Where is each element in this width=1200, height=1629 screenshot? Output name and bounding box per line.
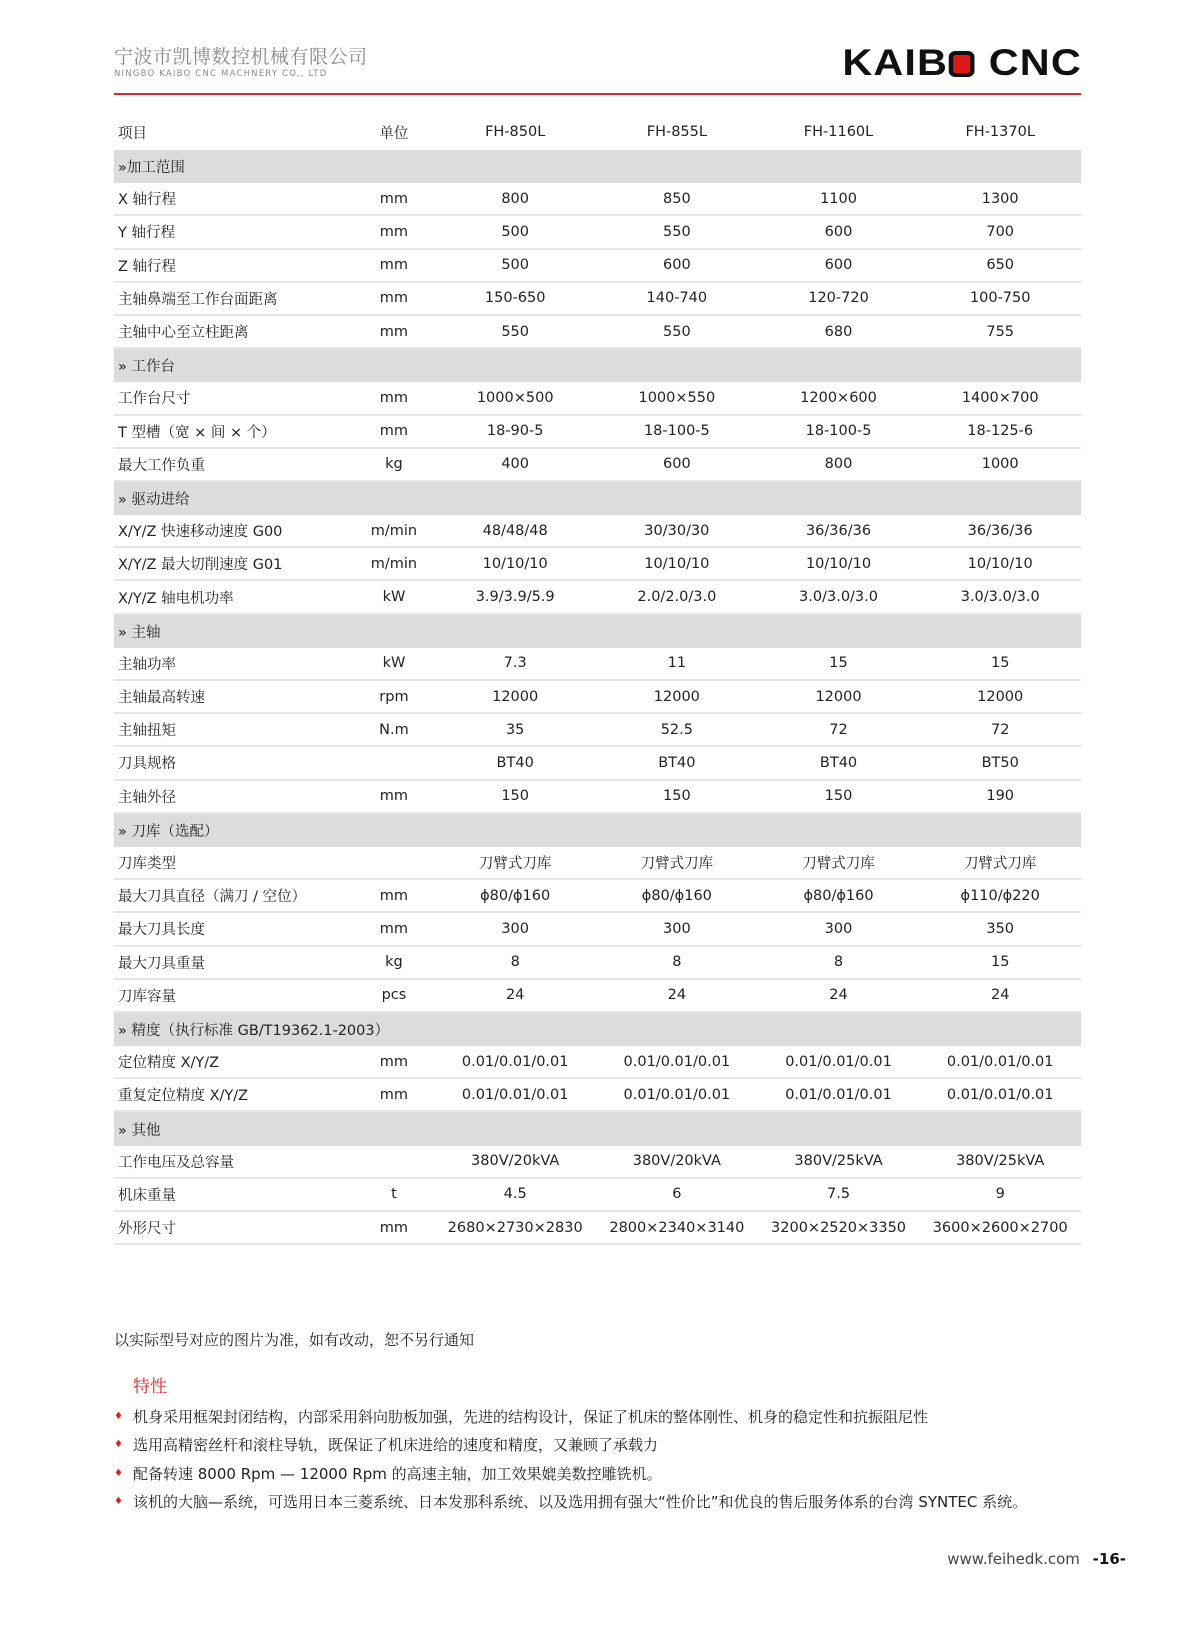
spec-value: 1000×500 <box>476 389 554 406</box>
table-row <box>114 947 1081 980</box>
spec-value: 24 <box>667 987 687 1004</box>
table-row <box>114 913 1081 946</box>
spec-label: 主轴扭矩 <box>118 723 176 740</box>
spec-value: 0.01/0.01/0.01 <box>623 1053 731 1070</box>
spec-unit: m/min <box>370 522 418 539</box>
spec-value: 18-100-5 <box>805 423 872 440</box>
spec-value: 500 <box>501 257 530 274</box>
table-row <box>114 747 1081 780</box>
spec-value: 刀臂式刀库 <box>802 856 875 873</box>
spec-value: 7.5 <box>826 1186 851 1203</box>
spec-value: ϕ80/ϕ160 <box>480 887 551 904</box>
spec-label: 刀库类型 <box>118 856 176 873</box>
spec-value: 72 <box>990 721 1010 738</box>
spec-unit: t <box>391 1186 397 1203</box>
section-header-row <box>114 814 1081 847</box>
table-row <box>114 1212 1081 1245</box>
section-header-row <box>114 1112 1081 1145</box>
spec-value: 12000 <box>492 688 539 705</box>
bullet-icon: ♦ <box>114 1439 123 1451</box>
spec-value: 150-650 <box>484 290 546 307</box>
spec-value: 刀臂式刀库 <box>640 856 714 873</box>
spec-value: 72 <box>829 721 848 738</box>
section-title: » 驱动进给 <box>118 491 190 508</box>
spec-value: 350 <box>986 920 1015 937</box>
feature-text: 配备转速 8000 Rpm — 12000 Rpm 的高速主轴，加工效果媲美数控雕铣机。 <box>133 1464 662 1483</box>
spec-unit: pcs <box>381 987 407 1004</box>
spec-value: 0.01/0.01/0.01 <box>623 1086 731 1103</box>
table-row <box>114 781 1081 814</box>
spec-value: 30/30/30 <box>644 522 710 539</box>
spec-value: 700 <box>986 223 1015 240</box>
table-row <box>114 216 1081 249</box>
spec-unit: mm <box>379 290 409 307</box>
spec-value: 10/10/10 <box>967 555 1033 572</box>
spec-label: 主轴中心至立柱距离 <box>118 325 249 342</box>
company-name-cn: 宁波市凯博数控机械有限公司 <box>114 46 368 68</box>
spec-label: 工作台尺寸 <box>118 391 191 408</box>
spec-value: 2.0/2.0/3.0 <box>637 589 717 606</box>
spec-label: 最大刀具长度 <box>118 922 205 939</box>
spec-value: 刀臂式刀库 <box>478 856 552 873</box>
spec-label: X/Y/Z 轴电机功率 <box>118 590 234 607</box>
column-header-model: FH-855L <box>646 124 707 140</box>
spec-label: 重复定位精度 X/Y/Z <box>118 1088 249 1105</box>
spec-label: X 轴行程 <box>118 192 177 209</box>
bullet-icon: ♦ <box>114 1467 123 1479</box>
spec-value: 4.5 <box>503 1186 527 1203</box>
section-header-row <box>114 615 1081 648</box>
spec-label: 刀具规格 <box>118 756 176 773</box>
table-row <box>114 382 1081 415</box>
spec-value: 680 <box>824 323 853 340</box>
spec-unit: mm <box>379 389 409 406</box>
spec-value: 800 <box>824 456 853 473</box>
spec-unit: mm <box>379 423 409 440</box>
spec-value: 1400×700 <box>961 389 1039 406</box>
spec-unit: mm <box>379 1053 409 1070</box>
spec-value: 600 <box>663 456 691 473</box>
spec-value: 12000 <box>815 688 862 705</box>
table-row <box>114 183 1081 216</box>
spec-value: 150 <box>663 788 691 805</box>
spec-value: 3.9/3.9/5.9 <box>475 589 555 606</box>
spec-label: 主轴最高转速 <box>118 690 205 707</box>
spec-unit: kg <box>385 456 403 473</box>
spec-value: 0.01/0.01/0.01 <box>946 1086 1054 1103</box>
spec-label: 最大刀具重量 <box>118 955 205 972</box>
website-text: www.feihedk.com <box>947 1550 1080 1568</box>
spec-value: 500 <box>501 223 530 240</box>
spec-value: BT40 <box>819 754 858 771</box>
spec-value: 1300 <box>981 190 1019 207</box>
spec-value: 15 <box>990 655 1010 672</box>
table-row <box>114 250 1081 283</box>
feature-item <box>114 1431 1027 1460</box>
feature-text: 该机的大脑—系统，可选用日本三菱系统、日本发那科系统、以及选用拥有强大“性价比”和优良的售后服务体系的台湾 SYNTEC 系统。 <box>133 1493 1028 1512</box>
spec-value: 35 <box>505 721 525 738</box>
section-title: » 主轴 <box>118 624 161 641</box>
spec-value: BT40 <box>496 754 534 771</box>
section-title: » 其他 <box>118 1122 161 1139</box>
spec-value: 12000 <box>977 688 1024 705</box>
section-header-row <box>114 1013 1081 1046</box>
spec-value: 600 <box>663 257 691 274</box>
spec-value: 10/10/10 <box>805 555 872 572</box>
spec-label: X/Y/Z 最大切削速度 G01 <box>118 557 283 574</box>
spec-label: T 型槽（宽 × 间 × 个） <box>118 424 276 441</box>
spec-value: 600 <box>824 223 853 240</box>
spec-value: 9 <box>995 1186 1005 1203</box>
table-row <box>114 416 1081 449</box>
spec-label: Z 轴行程 <box>118 258 177 275</box>
spec-value: 140-740 <box>646 290 708 307</box>
spec-value: 24 <box>505 987 525 1004</box>
spec-value: 8 <box>833 954 844 971</box>
spec-value: 48/48/48 <box>482 522 548 539</box>
spec-value: ϕ80/ϕ160 <box>803 887 874 904</box>
spec-label: 定位精度 X/Y/Z <box>118 1055 220 1072</box>
column-header-model: FH-850L <box>485 124 546 140</box>
spec-value: 300 <box>824 920 853 937</box>
spec-value: 1000×550 <box>638 389 716 406</box>
spec-value: 190 <box>986 788 1015 805</box>
spec-value: 550 <box>663 323 691 340</box>
table-row <box>114 980 1081 1013</box>
spec-value: 600 <box>824 257 853 274</box>
spec-value: 3.0/3.0/3.0 <box>799 589 878 606</box>
spec-unit: rpm <box>379 688 409 705</box>
feature-text: 选用高精密丝杆和滚柱导轨，既保证了机床进给的速度和精度，又兼顾了承载力 <box>133 1436 659 1455</box>
spec-table <box>114 114 1081 1245</box>
table-row <box>114 548 1081 581</box>
spec-label: 最大工作负重 <box>118 457 205 474</box>
spec-label: 机床重量 <box>118 1187 176 1204</box>
spec-label: 最大刀具直径（满刀 / 空位） <box>118 889 307 906</box>
spec-unit: kW <box>382 655 406 672</box>
spec-unit: mm <box>379 323 409 340</box>
spec-value: 7.3 <box>503 655 527 672</box>
spec-value: 1100 <box>820 190 857 207</box>
features-title: 特性 <box>133 1377 167 1397</box>
company-name-en: NINGBO KAIBO CNC MACHNERY CO., LTD <box>114 69 328 79</box>
spec-unit: mm <box>379 887 409 904</box>
column-header-model: FH-1160L <box>803 124 874 140</box>
spec-value: 800 <box>501 190 530 207</box>
spec-value: 52.5 <box>660 721 693 738</box>
spec-label: 主轴鼻端至工作台面距离 <box>118 291 278 308</box>
spec-value: BT40 <box>658 754 696 771</box>
spec-unit: mm <box>379 1086 409 1103</box>
spec-value: 18-125-6 <box>967 423 1034 440</box>
kaibo-cnc-logo: KAIB CNC <box>842 42 1082 83</box>
table-row <box>114 880 1081 913</box>
table-row <box>114 1079 1081 1112</box>
section-title: » 工作台 <box>118 359 175 376</box>
table-row <box>114 283 1081 316</box>
spec-value: 150 <box>501 788 530 805</box>
spec-label: 刀库容量 <box>118 988 176 1005</box>
spec-label: X/Y/Z 快速移动速度 G00 <box>118 524 283 541</box>
spec-value: 850 <box>663 190 691 207</box>
bullet-icon: ♦ <box>114 1496 123 1508</box>
spec-value: 11 <box>667 655 687 672</box>
table-row <box>114 681 1081 714</box>
spec-value: 150 <box>824 788 853 805</box>
spec-value: 300 <box>501 920 530 937</box>
spec-value: 380V/25kVA <box>956 1153 1045 1170</box>
spec-value: 2680×2730×2830 <box>447 1219 583 1236</box>
spec-value: 18-100-5 <box>643 423 710 440</box>
feature-item <box>114 1402 1027 1431</box>
spec-value: 3600×2600×2700 <box>932 1219 1068 1236</box>
spec-label: 外形尺寸 <box>118 1221 176 1238</box>
bullet-icon: ♦ <box>114 1410 123 1422</box>
feature-item <box>114 1488 1027 1517</box>
spec-value: 0.01/0.01/0.01 <box>785 1053 892 1070</box>
spec-value: 400 <box>501 456 530 473</box>
spec-value: 10/10/10 <box>482 555 548 572</box>
spec-value: 6 <box>672 1186 682 1203</box>
spec-value: ϕ110/ϕ220 <box>960 887 1040 904</box>
spec-value: 550 <box>663 223 691 240</box>
table-row <box>114 648 1081 681</box>
spec-value: 100-750 <box>969 290 1031 307</box>
section-title: »加工范围 <box>118 160 185 177</box>
spec-value: 0.01/0.01/0.01 <box>785 1086 892 1103</box>
table-row <box>114 1046 1081 1079</box>
table-row <box>114 847 1081 880</box>
spec-value: 8 <box>510 954 520 971</box>
spec-value: 2800×2340×3140 <box>609 1219 745 1236</box>
spec-value: 36/36/36 <box>805 522 872 539</box>
spec-value: 15 <box>829 655 848 672</box>
spec-unit: mm <box>379 1219 409 1236</box>
spec-unit: mm <box>379 920 409 937</box>
spec-value: 12000 <box>653 688 700 705</box>
spec-value: 3200×2520×3350 <box>771 1219 907 1236</box>
spec-value: 300 <box>663 920 691 937</box>
spec-value: 刀臂式刀库 <box>963 856 1037 873</box>
header-divider <box>114 93 1081 95</box>
spec-value: 0.01/0.01/0.01 <box>461 1086 569 1103</box>
spec-label: 主轴功率 <box>118 656 176 673</box>
spec-unit: mm <box>379 223 409 240</box>
spec-unit: kW <box>382 589 406 606</box>
column-header-unit: 单位 <box>379 125 409 142</box>
section-title: » 精度（执行标准 GB/T19362.1-2003） <box>118 1022 390 1039</box>
spec-value: 380V/25kVA <box>794 1153 883 1170</box>
spec-value: 120-720 <box>808 290 869 307</box>
spec-unit: m/min <box>370 555 418 572</box>
spec-value: 650 <box>986 257 1015 274</box>
table-header-row <box>114 114 1081 150</box>
disclaimer-note: 以实际型号对应的图片为准，如有改动，恕不另行通知 <box>114 1331 475 1349</box>
table-row <box>114 581 1081 614</box>
table-row <box>114 316 1081 349</box>
spec-value: 380V/20kVA <box>632 1153 721 1170</box>
spec-value: 8 <box>672 954 682 971</box>
spec-unit: mm <box>379 788 409 805</box>
feature-item <box>114 1459 1027 1488</box>
spec-value: 1200×600 <box>800 389 877 406</box>
spec-value: 755 <box>986 323 1015 340</box>
spec-value: 1000 <box>981 456 1019 473</box>
table-row <box>114 515 1081 548</box>
spec-unit: mm <box>379 257 409 274</box>
spec-value: 24 <box>829 987 848 1004</box>
table-row <box>114 449 1081 482</box>
table-row <box>114 1179 1081 1212</box>
table-row <box>114 714 1081 747</box>
spec-value: 18-90-5 <box>486 423 544 440</box>
spec-label: 工作电压及总容量 <box>118 1154 234 1171</box>
spec-value: 550 <box>501 323 530 340</box>
spec-value: ϕ80/ϕ160 <box>641 887 712 904</box>
page-number: -16- <box>1092 1550 1126 1568</box>
spec-label: 主轴外径 <box>118 789 176 806</box>
spec-value: 0.01/0.01/0.01 <box>946 1053 1054 1070</box>
section-title: » 刀库（选配） <box>118 823 219 840</box>
table-row <box>114 1146 1081 1179</box>
spec-value: 10/10/10 <box>644 555 710 572</box>
spec-value: 380V/20kVA <box>471 1153 560 1170</box>
spec-value: 24 <box>990 987 1010 1004</box>
spec-unit: kg <box>385 954 403 971</box>
column-header-item: 项目 <box>118 125 147 142</box>
section-header-row <box>114 349 1081 382</box>
feature-text: 机身采用框架封闭结构，内部采用斜向肋板加强，先进的结构设计，保证了机床的整体刚性、机身的稳定性和抗振阻尼性 <box>133 1407 929 1426</box>
spec-value: 15 <box>990 954 1010 971</box>
section-header-row <box>114 482 1081 515</box>
footer <box>947 1550 1126 1568</box>
spec-unit: mm <box>379 190 409 207</box>
spec-unit: N.m <box>379 721 409 738</box>
spec-value: 0.01/0.01/0.01 <box>461 1053 569 1070</box>
section-header-row <box>114 150 1081 183</box>
column-header-model: FH-1370L <box>965 124 1035 140</box>
spec-value: 3.0/3.0/3.0 <box>960 589 1040 606</box>
features-list <box>114 1402 1027 1516</box>
spec-value: 36/36/36 <box>967 522 1033 539</box>
spec-label: Y 轴行程 <box>118 225 175 242</box>
spec-value: BT50 <box>981 754 1019 771</box>
